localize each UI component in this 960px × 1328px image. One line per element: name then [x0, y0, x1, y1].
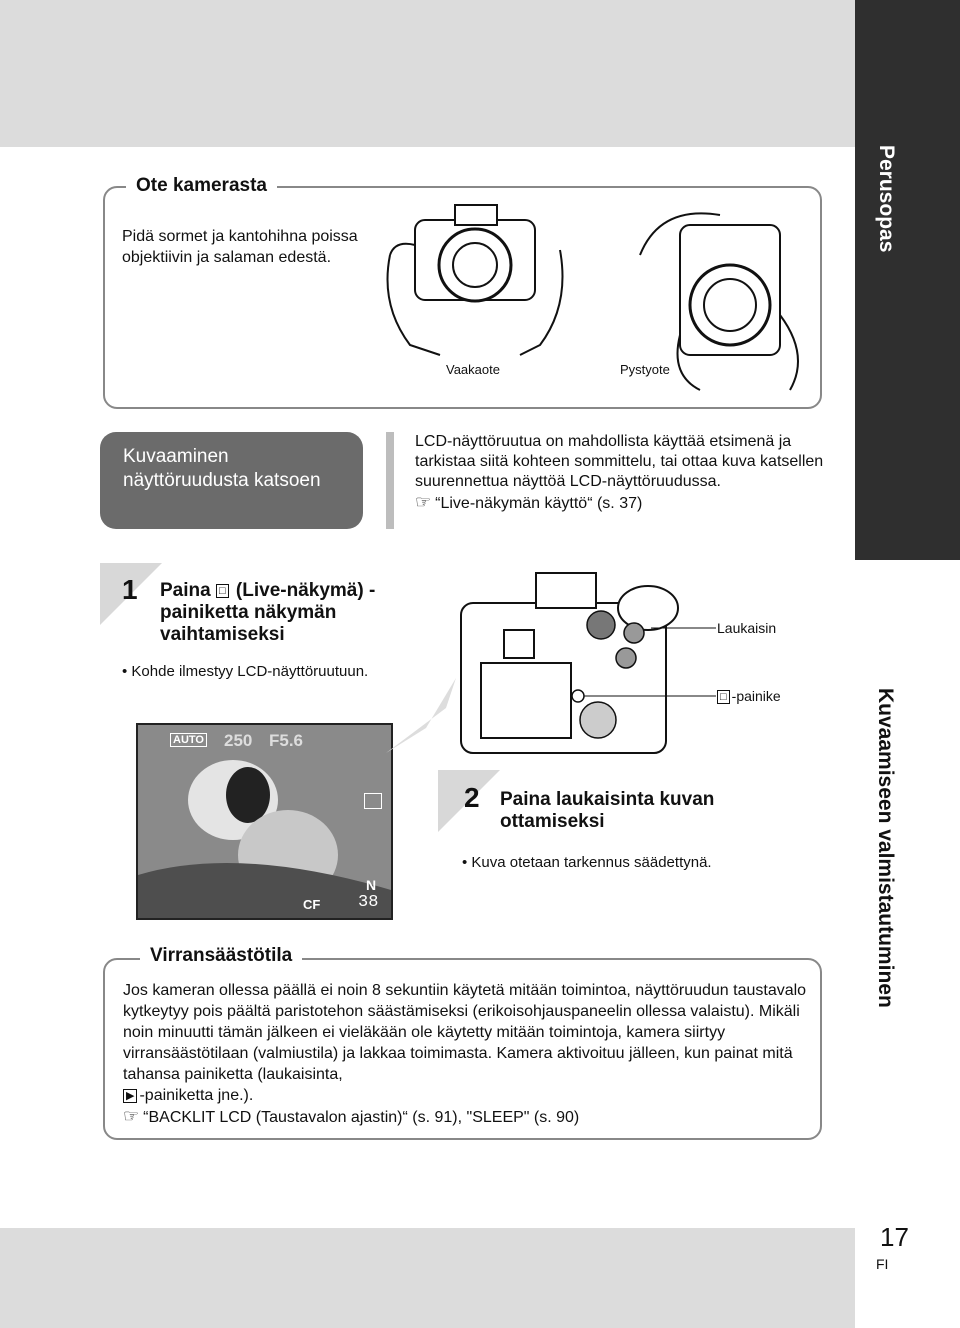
metering-icon	[364, 793, 382, 809]
camera-back-illustration	[386, 568, 716, 768]
live-view-icon: □	[216, 584, 229, 598]
playback-icon: ▶	[123, 1089, 137, 1103]
step1-number: 1	[122, 574, 138, 605]
sidebar-label-perusopas: Perusopas	[875, 145, 898, 253]
section-title-pill	[100, 432, 363, 529]
step1-bullet-text: Kohde ilmestyy LCD-näyttöruutuun.	[131, 663, 369, 680]
callout-shutter: Laukaisin	[717, 620, 777, 636]
step2-title: Paina laukaisinta kuvan ottamiseksi	[500, 789, 715, 832]
sidebar-tab-light	[855, 560, 960, 1228]
step1-title	[160, 580, 420, 646]
caption-vertical-grip: Pystyote	[620, 362, 670, 377]
intro-reference: “Live-näkymän käyttö“ (s. 37)	[435, 495, 643, 512]
top-band	[0, 0, 855, 147]
step2-bullet: • Kuva otetaan tarkennus säädettynä.	[462, 854, 712, 871]
reference-icon: ☞	[123, 1106, 140, 1126]
live-view-icon: □	[717, 690, 730, 704]
lcd-quality: N	[366, 877, 377, 893]
sidebar-label-chapter: Kuvaamiseen valmistautuminen	[874, 688, 897, 1008]
intro-text: LCD-näyttöruutua on mahdollista käyttää etsimenä ja tarkistaa siitä kohteen sommittelu, tai ottaa kuva katsellen suurennettua näyttöä LCD-näyttöruudussa.	[415, 433, 824, 490]
step1-title-post: (Live-näkymä) -painiketta näkymän vaihtamiseksi	[160, 580, 376, 645]
lcd-aperture: F5.6	[269, 731, 304, 750]
callout-live-view-button	[717, 688, 781, 704]
section-title: Kuvaaminen näyttöruudusta katsoen	[123, 446, 321, 491]
sleep-text-tail: -painiketta jne.).	[139, 1087, 254, 1104]
lcd-shutter: 250	[224, 731, 253, 750]
lcd-photo	[138, 725, 391, 918]
sleep-title: Virransäästötila	[140, 945, 302, 967]
caption-horizontal-grip: Vaakaote	[446, 362, 500, 377]
grip-text: Pidä sormet ja kantohihna poissa objektiivin ja salaman edestä.	[122, 228, 358, 266]
step2-number: 2	[464, 782, 480, 813]
sleep-text	[123, 980, 813, 1128]
step2-bullet-text: Kuva otetaan tarkennus säädettynä.	[471, 854, 712, 871]
lcd-remaining: 38	[358, 893, 379, 912]
step1-bullet: • Kohde ilmestyy LCD-näyttöruutuun.	[122, 663, 369, 680]
sleep-text-body: Jos kameran ollessa päällä ei noin 8 sekuntiin käytetä mitään toimintoa, näyttöruudun taustavalo kytkeytyy pois päältä paristotehon säästämiseksi (erikoisohjauspaneelin ollessa valaistu). Mikäli noin minuutti tämän jälkeen ei vieläkään ole käytetty mitään toimintoja, kamera siirtyy virransäästötilaan (valmiustila) ja lakkaa toimimasta. Kamera aktivoituu jälleen, kun painat mitä tahansa painiketta (laukaisinta,	[123, 982, 807, 1083]
section-intro	[415, 432, 835, 514]
lcd-preview	[136, 723, 393, 920]
bottom-band	[0, 1228, 855, 1328]
grip-title: Ote kamerasta	[126, 175, 277, 197]
sleep-reference: “BACKLIT LCD (Taustavalon ajastin)“ (s. 91), "SLEEP" (s. 90)	[143, 1109, 580, 1126]
step1-title-pre: Paina	[160, 580, 211, 601]
lcd-card: CF	[303, 897, 321, 912]
sidebar-tab-dark	[855, 0, 960, 560]
callout-live-text: -painike	[731, 688, 781, 704]
reference-icon: ☞	[415, 492, 432, 512]
page-language: FI	[876, 1256, 889, 1272]
lcd-mode: AUTO	[170, 733, 207, 747]
page-number: 17	[880, 1222, 909, 1252]
horizontal-grip-illustration	[370, 195, 580, 360]
section-divider-bar	[386, 432, 394, 529]
